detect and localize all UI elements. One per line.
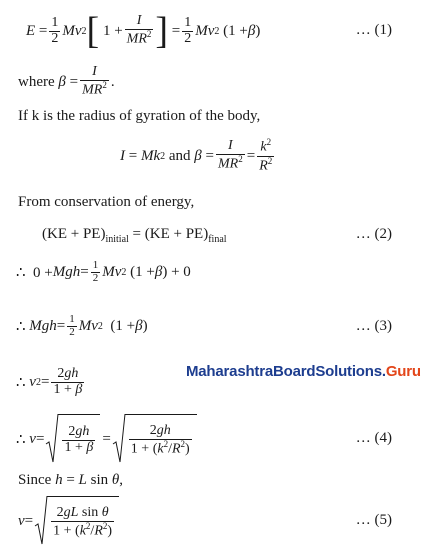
equation-number-5: … (5): [355, 512, 392, 528]
equation-number-2: … (2): [355, 226, 392, 242]
energy-balance: ∴ 0 + Mgh = $\frac{1}{2}$ Mv 2 (1 + β ) + 0: [16, 258, 191, 284]
radius-of-gyration-text: If k is the radius of gyration of the body,: [18, 108, 261, 124]
equation-4: ∴ v = $\frac{2gh}{1 + \beta}$ = $\frac{2gh}{1 + (k^2/R^2)}$: [16, 410, 199, 468]
equation-number-3: … (3): [355, 318, 392, 334]
and-label: and: [168, 147, 191, 164]
where-label: where: [18, 73, 55, 90]
equation-3: ∴ Mgh = $\frac{1}{2}$ Mv 2 (1 + β ): [16, 312, 148, 338]
conservation-text: From conservation of energy,: [18, 194, 195, 210]
since-label: Since: [18, 472, 52, 488]
watermark-main-text: MaharashtraBoardSolutions.: [186, 363, 386, 380]
watermark-logo: [186, 363, 421, 380]
watermark-suffix-text: Guru: [385, 363, 421, 380]
equation-number-1: … (1): [355, 22, 392, 38]
beta-definition: where β = $\frac{I}{MR^2}$ .: [18, 64, 115, 98]
since-relation: Since h = L sin θ,: [18, 472, 124, 488]
equation-1: E = $\frac{1}{2}$ Mv 2 [ 1 + $\frac{I}{MR^2}$ ] = $\frac{1}{2}$ Mv 2 (1 + β ): [26, 9, 261, 52]
inertia-relation: I = Mk 2 and β = $\frac{I}{MR^2}$ = $\frac{k^2}{R^2}$: [120, 137, 273, 174]
equation-2: $(KE + PE)_{initial} = (KE + PE)_{final}$: [42, 226, 227, 245]
velocity-squared: ∴ v 2 = $\frac{2gh}{1 + \beta}$: [16, 365, 83, 397]
equation-5: v = $\frac{\text{2gL sin θ}}{1 + (k^2/R^2)}$: [18, 494, 121, 548]
equation-number-4: … (4): [355, 430, 392, 446]
